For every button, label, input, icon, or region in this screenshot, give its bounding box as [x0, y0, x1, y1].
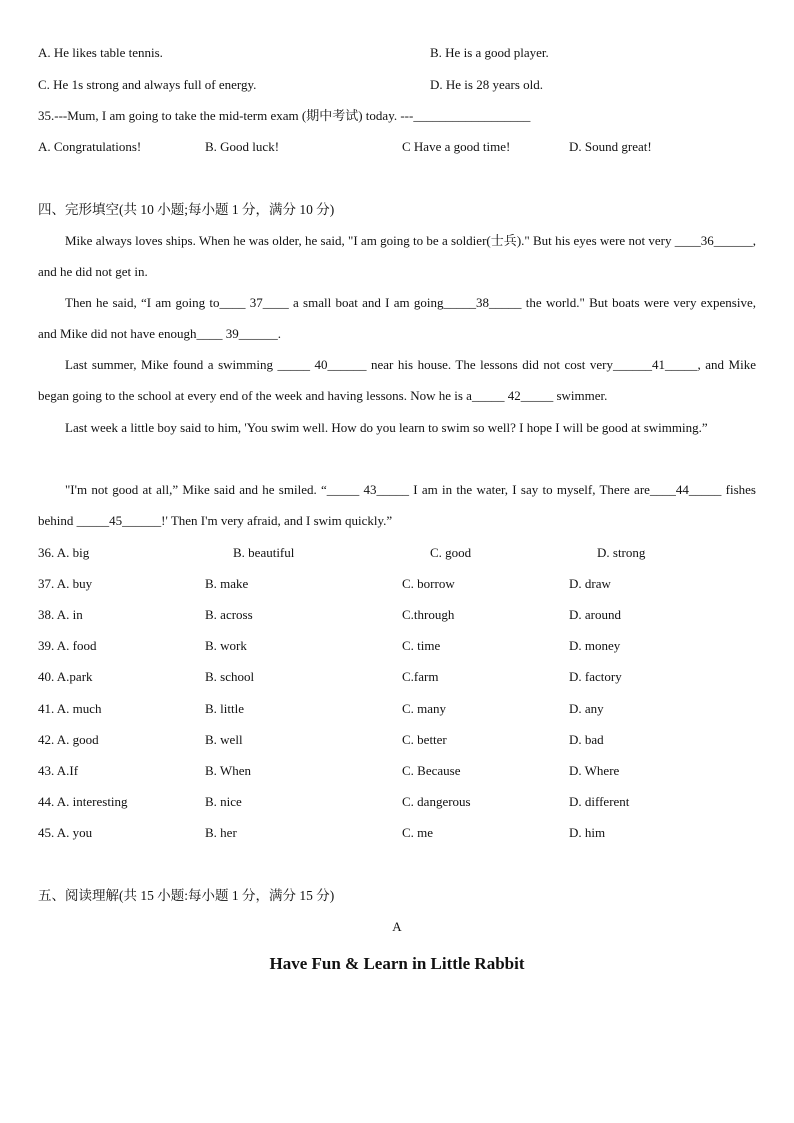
option-c: C. time — [402, 638, 441, 653]
section-4-heading: 四、完形填空(共 10 小题;每小题 1 分，满分 10 分) — [38, 202, 335, 217]
q35-option-d: D. Sound great! — [569, 139, 652, 154]
option-d: D. draw — [569, 576, 611, 591]
option-c: C. dangerous — [402, 794, 471, 809]
option-a: 44. A. interesting — [38, 794, 128, 809]
option-c: C.through — [402, 607, 455, 622]
option-a: 39. A. food — [38, 638, 97, 653]
q34-option-c: C. He 1s strong and always full of energy. — [38, 77, 257, 92]
option-b: B. nice — [205, 794, 242, 809]
option-d: D. bad — [569, 732, 604, 747]
option-b: B. her — [205, 825, 237, 840]
section-5-heading: 五、阅读理解(共 15 小题:每小题 1 分，满分 15 分) — [38, 888, 335, 903]
option-a: 40. A.park — [38, 669, 93, 684]
option-c: C. many — [402, 701, 447, 716]
option-c: C. Because — [402, 763, 461, 778]
q35-stem: 35.---Mum, I am going to take the mid-term exam (期中考试) today. ---__________________ — [38, 108, 531, 123]
option-b: B. well — [205, 732, 243, 747]
question-row — [38, 605, 758, 625]
question-row — [38, 667, 758, 687]
option-d: D. strong — [597, 545, 646, 560]
option-d: D. different — [569, 794, 630, 809]
question-row — [38, 699, 758, 719]
option-b: B. When — [205, 763, 251, 778]
option-d: D. around — [569, 607, 621, 622]
q35-option-a: A. Congratulations! — [38, 139, 142, 154]
q34-options-row-1 — [38, 43, 758, 63]
question-row — [38, 730, 758, 750]
passage-title: Have Fun & Learn in Little Rabbit — [269, 954, 525, 973]
option-b: B. beautiful — [233, 545, 295, 560]
passage-label: A — [392, 919, 402, 934]
option-d: D. any — [569, 701, 604, 716]
option-a: 45. A. you — [38, 825, 93, 840]
question-row — [38, 823, 758, 843]
cloze-paragraph-4: Last week a little boy said to him, 'You swim well. How do you learn to swim so well? I hope I will be good at swimming.” — [65, 420, 708, 435]
q35-option-c: C Have a good time! — [402, 139, 511, 154]
option-b: B. make — [205, 576, 249, 591]
option-a: 41. A. much — [38, 701, 102, 716]
option-b: B. across — [205, 607, 253, 622]
cloze-paragraph-1: Mike always loves ships. When he was older, he said, "I am going to be a soldier(士兵)." But his eyes were not very ____36______, and he did not get in. — [38, 233, 756, 279]
cloze-paragraph-2: Then he said, “I am going to____ 37____ a small boat and I am going_____38_____ the world." But boats were very expensive, and Mike did not have enough____ 39______. — [38, 295, 756, 341]
option-c: C. better — [402, 732, 447, 747]
option-d: D. him — [569, 825, 606, 840]
option-b: B. work — [205, 638, 247, 653]
option-c: C. borrow — [402, 576, 455, 591]
question-row — [38, 792, 758, 812]
q35-options-row — [38, 137, 758, 157]
cloze-paragraph-5: "I'm not good at all,” Mike said and he smiled. “_____ 43_____ I am in the water, I say to myself, There are____44_____ fishes behind _____45______!' Then I'm very afraid, and I swim quickly.” — [38, 482, 756, 528]
option-a: 43. A.If — [38, 763, 79, 778]
option-a: 38. A. in — [38, 607, 83, 622]
option-c: C. good — [430, 545, 472, 560]
cloze-paragraph-3: Last summer, Mike found a swimming _____ 40______ near his house. The lessons did not cost very______41_____, and Mike began going to the school at every end of the week and having lessons. Now he is a_____ 42_____ swimmer. — [38, 357, 756, 403]
question-row — [38, 574, 758, 594]
option-c: C.farm — [402, 669, 439, 684]
option-a: 36. A. big — [38, 545, 90, 560]
option-d: D. Where — [569, 763, 620, 778]
option-b: B. school — [205, 669, 255, 684]
option-a: 42. A. good — [38, 732, 99, 747]
q35-option-b: B. Good luck! — [205, 139, 280, 154]
question-row — [38, 636, 758, 656]
q34-options-row-2 — [38, 75, 758, 95]
q34-option-a: A. He likes table tennis. — [38, 45, 163, 60]
option-a: 37. A. buy — [38, 576, 93, 591]
question-row — [38, 543, 758, 563]
option-b: B. little — [205, 701, 244, 716]
q34-option-b: B. He is a good player. — [430, 45, 549, 60]
option-d: D. factory — [569, 669, 622, 684]
q34-option-d: D. He is 28 years old. — [430, 77, 544, 92]
question-row — [38, 761, 758, 781]
option-d: D. money — [569, 638, 621, 653]
option-c: C. me — [402, 825, 434, 840]
